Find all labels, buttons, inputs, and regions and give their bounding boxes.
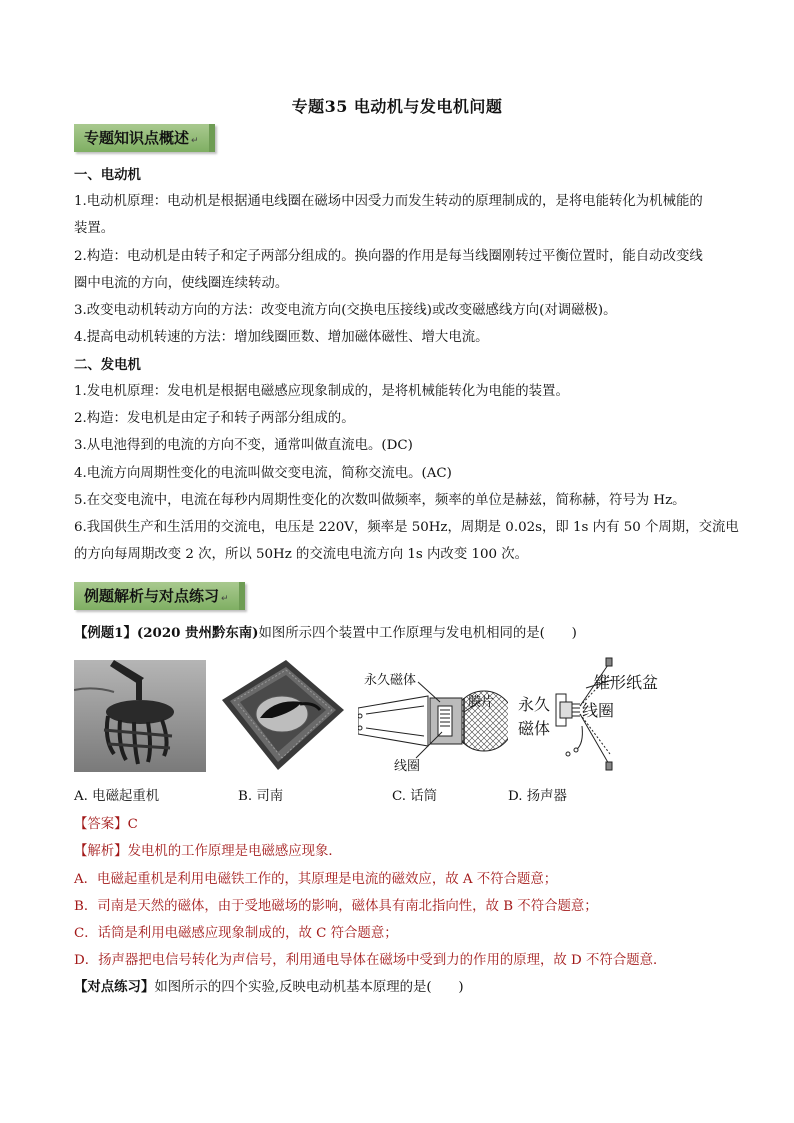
practice-label: 【对点练习】 bbox=[74, 979, 155, 995]
return-mark-icon: ↵ bbox=[221, 594, 229, 604]
banner-text: 专题知识点概述 bbox=[84, 129, 190, 147]
speaker-cone-label: 锥形纸盆 bbox=[594, 673, 659, 692]
analysis-b: B．司南是天然的磁体，由于受地磁场的影响，磁体具有南北指向性，故 B 不符合题意； bbox=[74, 899, 598, 914]
speaker-magnet-label-1: 永久 bbox=[518, 695, 551, 714]
generator-p2: 2.构造：发电机是由定子和转子两部分组成的。 bbox=[74, 411, 355, 426]
practice-question-line bbox=[74, 978, 724, 997]
motor-p3: 3.改变电动机转动方向的方法：改变电流方向(交换电压接线)或改变磁感线方向(对调磁极)。 bbox=[74, 303, 617, 318]
practice-question: 如图所示的四个实验,反映电动机基本原理的是( ) bbox=[154, 980, 464, 995]
motor-p1a: 1.电动机原理：电动机是根据通电线圈在磁场中因受力而发生转动的原理制成的，是将电能转化为机械能的 bbox=[74, 194, 703, 209]
motor-p2b: 圈中电流的方向，使线圈连续转动。 bbox=[74, 276, 289, 291]
generator-p1: 1.发电机原理：发电机是根据电磁感应现象制成的，是将机械能转化为电能的装置。 bbox=[74, 384, 569, 399]
heading-motor: 一、电动机 bbox=[74, 167, 141, 183]
motor-p1b: 装置。 bbox=[74, 221, 115, 236]
motor-p2a: 2.构造：电动机是由转子和定子两部分组成的。换向器的作用是每当线圈刚转过平衡位置时，能自动改变线 bbox=[74, 249, 703, 264]
speaker-figure bbox=[516, 654, 674, 776]
example1-question-line bbox=[74, 624, 724, 643]
answer-value: C bbox=[127, 817, 138, 832]
analysis-line bbox=[74, 843, 724, 861]
speaker-magnet-label-2: 磁体 bbox=[518, 719, 551, 738]
page-title: 专题35 电动机与发电机问题 bbox=[291, 97, 503, 116]
microphone-figure bbox=[358, 654, 508, 776]
generator-p6b: 的方向每周期改变 2 次，所以 50Hz 的交流电电流方向 1s 内改变 100 次。 bbox=[74, 547, 529, 562]
option-d: D. 扬声器 bbox=[508, 789, 567, 804]
section-banner-examples bbox=[74, 582, 245, 610]
answer-line bbox=[74, 816, 724, 834]
speaker-coil-label: 线圈 bbox=[582, 701, 615, 720]
mic-coil-label: 线圈 bbox=[394, 759, 421, 774]
generator-p3: 3.从电池得到的电流的方向不变，通常叫做直流电。(DC) bbox=[74, 438, 413, 453]
answer-label: 【答案】 bbox=[74, 817, 128, 832]
mic-membrane-label: 膜片 bbox=[468, 695, 495, 710]
section-banner-overview bbox=[74, 124, 215, 152]
generator-p4: 4.电流方向周期性变化的电流叫做交变电流，简称交流电。(AC) bbox=[74, 466, 452, 481]
analysis-label: 【解析】 bbox=[74, 844, 128, 859]
crane-photo bbox=[74, 660, 206, 772]
option-a: A. 电磁起重机 bbox=[74, 789, 160, 804]
mic-magnet-label: 永久磁体 bbox=[364, 673, 417, 688]
heading-generator: 二、发电机 bbox=[74, 357, 141, 373]
analysis-c: C．话筒是利用电磁感应现象制成的，故 C 符合题意； bbox=[74, 926, 398, 941]
analysis-d: D．扬声器把电信号转化为声信号，利用通电导体在磁场中受到力的作用的原理，故 D 不符合题意． bbox=[74, 953, 667, 968]
analysis-a: A．电磁起重机是利用电磁铁工作的，其原理是电流的磁效应，故 A 不符合题意； bbox=[74, 872, 558, 887]
generator-p6a: 6.我国供生产和生活用的交流电，电压是 220V，频率是 50Hz，周期是 0.02s，即 1s 内有 50 个周期，交流电 bbox=[74, 520, 739, 535]
example-question: 如图所示四个装置中工作原理与发电机相同的是( ) bbox=[258, 626, 577, 641]
option-c: C. 话筒 bbox=[392, 789, 438, 804]
banner-text: 例题解析与对点练习 bbox=[84, 587, 220, 605]
example-label: 【例题1】 bbox=[74, 625, 137, 641]
analysis-text: 发电机的工作原理是电磁感应现象． bbox=[127, 844, 342, 859]
generator-p5: 5.在交变电流中，电流在每秒内周期性变化的次数叫做频率，频率的单位是赫兹，简称赫，符号为 Hz。 bbox=[74, 493, 686, 508]
option-b: B. 司南 bbox=[238, 789, 284, 804]
example-source: (2020 贵州黔东南) bbox=[136, 625, 259, 641]
motor-p4: 4.提高电动机转速的方法：增加线圈匝数、增加磁体磁性、增大电流。 bbox=[74, 330, 489, 345]
sinan-figure bbox=[216, 654, 348, 776]
return-mark-icon: ↵ bbox=[191, 136, 199, 146]
